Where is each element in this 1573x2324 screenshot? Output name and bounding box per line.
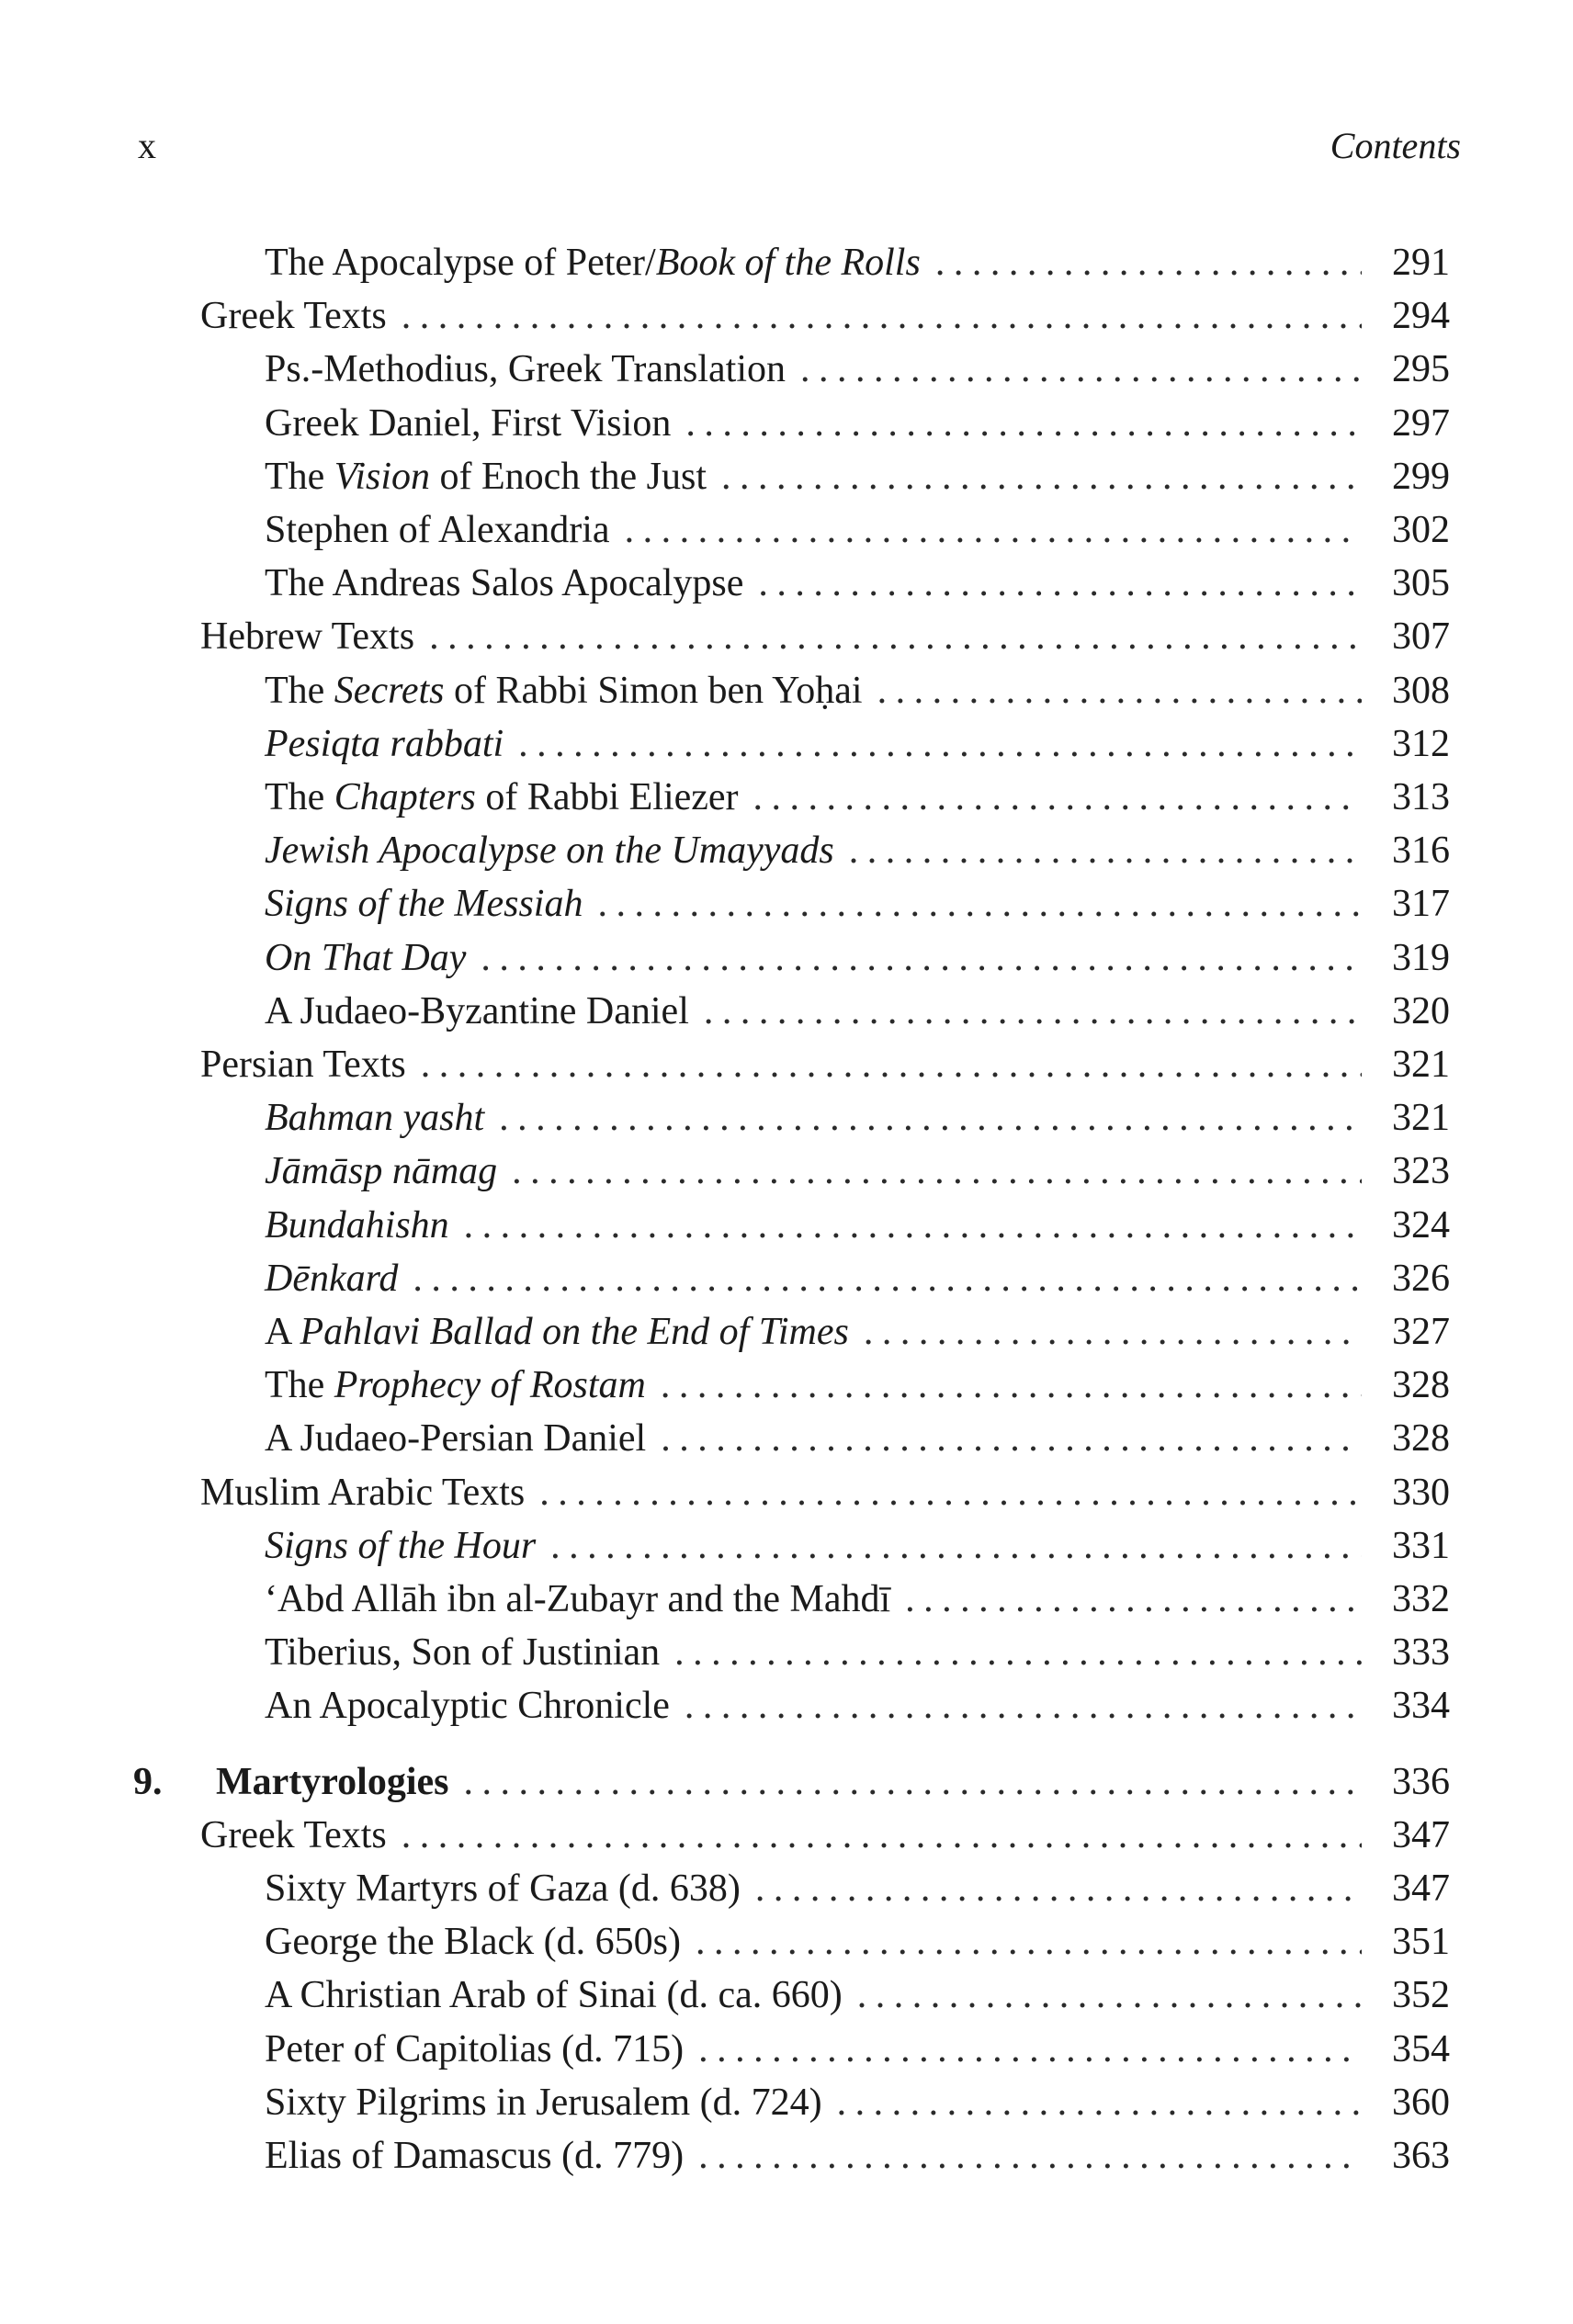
page-number: 327 bbox=[1392, 1311, 1450, 1353]
toc-entry bbox=[265, 932, 1450, 984]
toc-entry-title bbox=[200, 1810, 387, 1861]
toc-entry bbox=[265, 718, 1450, 770]
toc-title-part: A Judaeo-Byzantine Daniel bbox=[265, 989, 689, 1032]
page-number: 354 bbox=[1392, 2027, 1450, 2070]
toc-entry-title bbox=[265, 2024, 684, 2075]
toc-title-part: A Christian Arab of Sinai (d. ca. 660) bbox=[265, 1974, 843, 2017]
dot-leader bbox=[755, 1863, 1362, 1914]
toc-entry-title bbox=[265, 825, 834, 876]
toc-entry-title bbox=[265, 1520, 536, 1572]
toc-entry bbox=[265, 1145, 1450, 1197]
toc-entry-title bbox=[265, 2077, 822, 2128]
dot-leader bbox=[721, 451, 1362, 502]
page-number: 333 bbox=[1392, 1631, 1450, 1675]
dot-leader bbox=[481, 932, 1362, 984]
toc-entry-title bbox=[265, 1863, 741, 1914]
toc-entry-title bbox=[133, 1756, 448, 1808]
toc-entry bbox=[265, 1863, 1450, 1914]
toc-title-part: An Apocalyptic Chronicle bbox=[265, 1685, 670, 1728]
page-number: 363 bbox=[1392, 2135, 1450, 2177]
toc-entry-title bbox=[200, 1039, 406, 1090]
toc-title-italic-part: Vision bbox=[334, 455, 431, 498]
toc-entry bbox=[265, 986, 1450, 1037]
page-number: 347 bbox=[1392, 1813, 1450, 1856]
toc-title-italic-part: Bundahishn bbox=[265, 1203, 449, 1247]
toc-entry-title bbox=[265, 2130, 684, 2182]
page-number: 328 bbox=[1392, 1417, 1450, 1461]
toc-title-part: Elias of Damascus (d. 779) bbox=[265, 2135, 685, 2177]
toc-entry-title bbox=[265, 772, 739, 823]
dot-leader bbox=[704, 986, 1362, 1037]
dot-leader bbox=[550, 1520, 1362, 1572]
toc-entry bbox=[265, 1253, 1450, 1304]
dot-leader bbox=[674, 1627, 1362, 1678]
toc-entry-title bbox=[265, 1680, 670, 1732]
dot-leader bbox=[499, 1092, 1362, 1144]
running-head-title: Contents bbox=[1330, 125, 1461, 166]
toc-title-part: Greek Daniel, First Vision bbox=[265, 401, 672, 445]
dot-leader bbox=[539, 1467, 1362, 1518]
chapter-number: 9. bbox=[133, 1760, 163, 1803]
toc-entry-title bbox=[265, 1092, 484, 1144]
toc-title-part: Tiberius, Son of Justinian bbox=[265, 1631, 661, 1675]
page-number: 320 bbox=[1392, 989, 1450, 1032]
toc-title-part: Hebrew Texts bbox=[200, 615, 415, 659]
toc-entry bbox=[265, 1359, 1450, 1411]
toc-entry bbox=[265, 1627, 1450, 1678]
toc-entry-title bbox=[200, 611, 414, 662]
toc-title-part: The Andreas Salos Apocalypse bbox=[265, 562, 744, 605]
toc-entry-title bbox=[265, 237, 921, 288]
page-number: 307 bbox=[1392, 615, 1450, 659]
toc-title-part: of Rabbi Eliezer bbox=[475, 776, 739, 818]
toc-title-italic-part: Chapters bbox=[334, 776, 476, 818]
toc-title-italic-part: Book of the Rolls bbox=[655, 242, 921, 284]
toc-title-italic-part: Pahlavi Ballad on the End of Times bbox=[300, 1311, 849, 1353]
dot-leader bbox=[429, 611, 1362, 662]
dot-leader bbox=[696, 1916, 1362, 1968]
toc-entry-title bbox=[265, 878, 583, 930]
dot-leader bbox=[800, 344, 1362, 395]
toc-entry-title bbox=[265, 1413, 646, 1464]
page-number: 330 bbox=[1392, 1471, 1450, 1514]
toc-title-italic-part: Signs of the Messiah bbox=[265, 883, 583, 926]
toc-section-entry bbox=[200, 611, 1450, 662]
dot-leader bbox=[464, 1200, 1362, 1251]
toc-title-part: The bbox=[265, 776, 334, 818]
dot-leader bbox=[661, 1413, 1362, 1464]
dot-leader bbox=[698, 2130, 1362, 2182]
toc-entry-title bbox=[265, 504, 610, 556]
dot-leader bbox=[421, 1039, 1362, 1090]
toc-entry bbox=[265, 1574, 1450, 1625]
toc-title-italic-part: Signs of the Hour bbox=[265, 1524, 537, 1567]
toc-section-entry bbox=[200, 290, 1450, 342]
toc-section-entry bbox=[200, 1810, 1450, 1861]
toc-title-italic-part: On That Day bbox=[265, 936, 467, 979]
toc-title-part: ‘Abd Allāh ibn al-Zubayr and the Mahdī bbox=[265, 1578, 891, 1620]
toc-entry bbox=[265, 825, 1450, 876]
dot-leader bbox=[463, 1756, 1362, 1808]
toc-title-italic-part: Secrets bbox=[334, 669, 445, 712]
page-number: 321 bbox=[1392, 1097, 1450, 1140]
toc-title-part: Greek Texts bbox=[200, 1813, 387, 1856]
toc-entry bbox=[265, 344, 1450, 395]
dot-leader bbox=[685, 1680, 1362, 1732]
toc-entry-title bbox=[265, 932, 466, 984]
folio-number: x bbox=[138, 125, 156, 166]
page-number: 321 bbox=[1392, 1044, 1450, 1086]
toc-title-italic-part: Pesiqta rabbati bbox=[265, 722, 504, 765]
page-number: 323 bbox=[1392, 1150, 1450, 1193]
page-number: 317 bbox=[1392, 883, 1450, 926]
dot-leader bbox=[905, 1574, 1362, 1625]
page-number: 334 bbox=[1392, 1685, 1450, 1728]
toc-entry-title bbox=[265, 1253, 398, 1304]
dot-leader bbox=[758, 558, 1362, 609]
toc-entry-title bbox=[265, 986, 689, 1037]
page-number: 332 bbox=[1392, 1578, 1450, 1620]
page-number: 352 bbox=[1392, 1974, 1450, 2017]
toc-entry-title bbox=[265, 398, 671, 449]
dot-leader bbox=[857, 1969, 1362, 2021]
dot-leader bbox=[698, 2024, 1362, 2075]
toc-title-italic-part: Dēnkard bbox=[265, 1257, 399, 1300]
toc-entry-title bbox=[265, 1200, 449, 1251]
dot-leader bbox=[518, 718, 1362, 770]
page-number: 302 bbox=[1392, 509, 1450, 551]
toc-entry-title bbox=[200, 290, 387, 342]
toc-entry bbox=[265, 1916, 1450, 1968]
toc-entry bbox=[265, 2077, 1450, 2128]
page-number: 299 bbox=[1392, 455, 1450, 498]
toc-title-part: Ps.-Methodius, Greek Translation bbox=[265, 348, 786, 391]
toc-entry bbox=[265, 451, 1450, 502]
toc-title-part: The Apocalypse of Peter/ bbox=[265, 242, 656, 284]
toc-entry-title bbox=[265, 718, 504, 770]
toc-title-part: A bbox=[265, 1311, 300, 1353]
toc-chapter-entry bbox=[133, 1756, 1450, 1808]
dot-leader bbox=[864, 1306, 1362, 1358]
toc-title-part: Stephen of Alexandria bbox=[265, 509, 610, 551]
page-number: 294 bbox=[1392, 295, 1450, 338]
toc-entry bbox=[265, 1969, 1450, 2021]
page-number: 291 bbox=[1392, 242, 1450, 284]
page-number: 297 bbox=[1392, 401, 1450, 445]
toc-entry bbox=[265, 2024, 1450, 2075]
page-number: 328 bbox=[1392, 1364, 1450, 1407]
page-number: 360 bbox=[1392, 2081, 1450, 2124]
toc-title-italic-part: Jewish Apocalypse on the Umayyads bbox=[265, 829, 834, 873]
toc-title-part: Muslim Arabic Texts bbox=[200, 1471, 526, 1514]
toc-entry bbox=[265, 1413, 1450, 1464]
page-number: 324 bbox=[1392, 1203, 1450, 1247]
toc-title-part: Greek Texts bbox=[200, 295, 387, 338]
toc-section-entry bbox=[200, 1039, 1450, 1090]
toc-title-part: A Judaeo-Persian Daniel bbox=[265, 1417, 647, 1461]
dot-leader bbox=[512, 1145, 1362, 1197]
dot-leader bbox=[753, 772, 1362, 823]
toc-entry bbox=[265, 1092, 1450, 1144]
toc-title-part: Sixty Martyrs of Gaza (d. 638) bbox=[265, 1867, 741, 1910]
toc-entry bbox=[265, 237, 1450, 288]
page-number: 351 bbox=[1392, 1921, 1450, 1964]
dot-leader bbox=[935, 237, 1362, 288]
toc-entry-title bbox=[265, 451, 707, 502]
toc-section-entry bbox=[200, 1467, 1450, 1518]
running-head bbox=[138, 124, 1461, 179]
toc-title-part: Martyrologies bbox=[216, 1760, 449, 1803]
toc-title-italic-part: Bahman yasht bbox=[265, 1097, 485, 1140]
toc-entry bbox=[265, 1306, 1450, 1358]
toc-entry-title bbox=[265, 1916, 681, 1968]
dot-leader bbox=[597, 878, 1362, 930]
toc-entry bbox=[265, 665, 1450, 716]
toc-title-part: Peter of Capitolias (d. 715) bbox=[265, 2027, 685, 2070]
toc-entry-title bbox=[265, 1969, 843, 2021]
toc-entry bbox=[265, 504, 1450, 556]
dot-leader bbox=[837, 2077, 1362, 2128]
toc-entry bbox=[265, 772, 1450, 823]
page-number: 336 bbox=[1392, 1760, 1450, 1803]
toc-entry bbox=[265, 398, 1450, 449]
page-number: 305 bbox=[1392, 562, 1450, 605]
toc-entry bbox=[265, 1680, 1450, 1732]
page-number: 316 bbox=[1392, 829, 1450, 873]
toc-entry bbox=[265, 1520, 1450, 1572]
dot-leader bbox=[849, 825, 1362, 876]
toc-title-part: Persian Texts bbox=[200, 1044, 406, 1086]
toc-entry-title bbox=[200, 1467, 525, 1518]
dot-leader bbox=[402, 1810, 1362, 1861]
toc-entry-title bbox=[265, 344, 786, 395]
toc-title-part: George the Black (d. 650s) bbox=[265, 1921, 681, 1964]
toc-title-part: The bbox=[265, 1364, 334, 1407]
toc-title-italic-part: Prophecy of Rostam bbox=[334, 1364, 646, 1407]
toc-entry-title bbox=[265, 558, 743, 609]
toc-title-part: of Enoch the Just bbox=[430, 455, 707, 498]
toc-entry bbox=[265, 558, 1450, 609]
page-number: 313 bbox=[1392, 776, 1450, 818]
page-number: 295 bbox=[1392, 348, 1450, 391]
toc-entry-title bbox=[265, 1306, 849, 1358]
toc-entry-title bbox=[265, 1627, 660, 1678]
page-number: 326 bbox=[1392, 1257, 1450, 1300]
toc-entry-title bbox=[265, 1359, 646, 1411]
page-number: 308 bbox=[1392, 669, 1450, 712]
toc-entry bbox=[265, 2130, 1450, 2182]
toc-entry-title bbox=[265, 1574, 890, 1625]
page-number: 312 bbox=[1392, 722, 1450, 765]
dot-leader bbox=[685, 398, 1362, 449]
toc-title-part: Sixty Pilgrims in Jerusalem (d. 724) bbox=[265, 2081, 822, 2124]
dot-leader bbox=[402, 290, 1362, 342]
dot-leader bbox=[413, 1253, 1362, 1304]
toc-entry bbox=[265, 878, 1450, 930]
page-number: 319 bbox=[1392, 936, 1450, 979]
toc-title-part: The bbox=[265, 455, 334, 498]
page-number: 331 bbox=[1392, 1524, 1450, 1567]
dot-leader bbox=[877, 665, 1362, 716]
toc-entry-title bbox=[265, 665, 863, 716]
toc-entry bbox=[265, 1200, 1450, 1251]
toc-title-italic-part: Jāmāsp nāmag bbox=[265, 1150, 498, 1193]
toc-title-part: of Rabbi Simon ben Yoḥai bbox=[444, 669, 863, 712]
dot-leader bbox=[625, 504, 1362, 556]
dot-leader bbox=[661, 1359, 1362, 1411]
toc-entry-title bbox=[265, 1145, 497, 1197]
toc-title-part: The bbox=[265, 669, 334, 712]
page-number: 347 bbox=[1392, 1867, 1450, 1910]
